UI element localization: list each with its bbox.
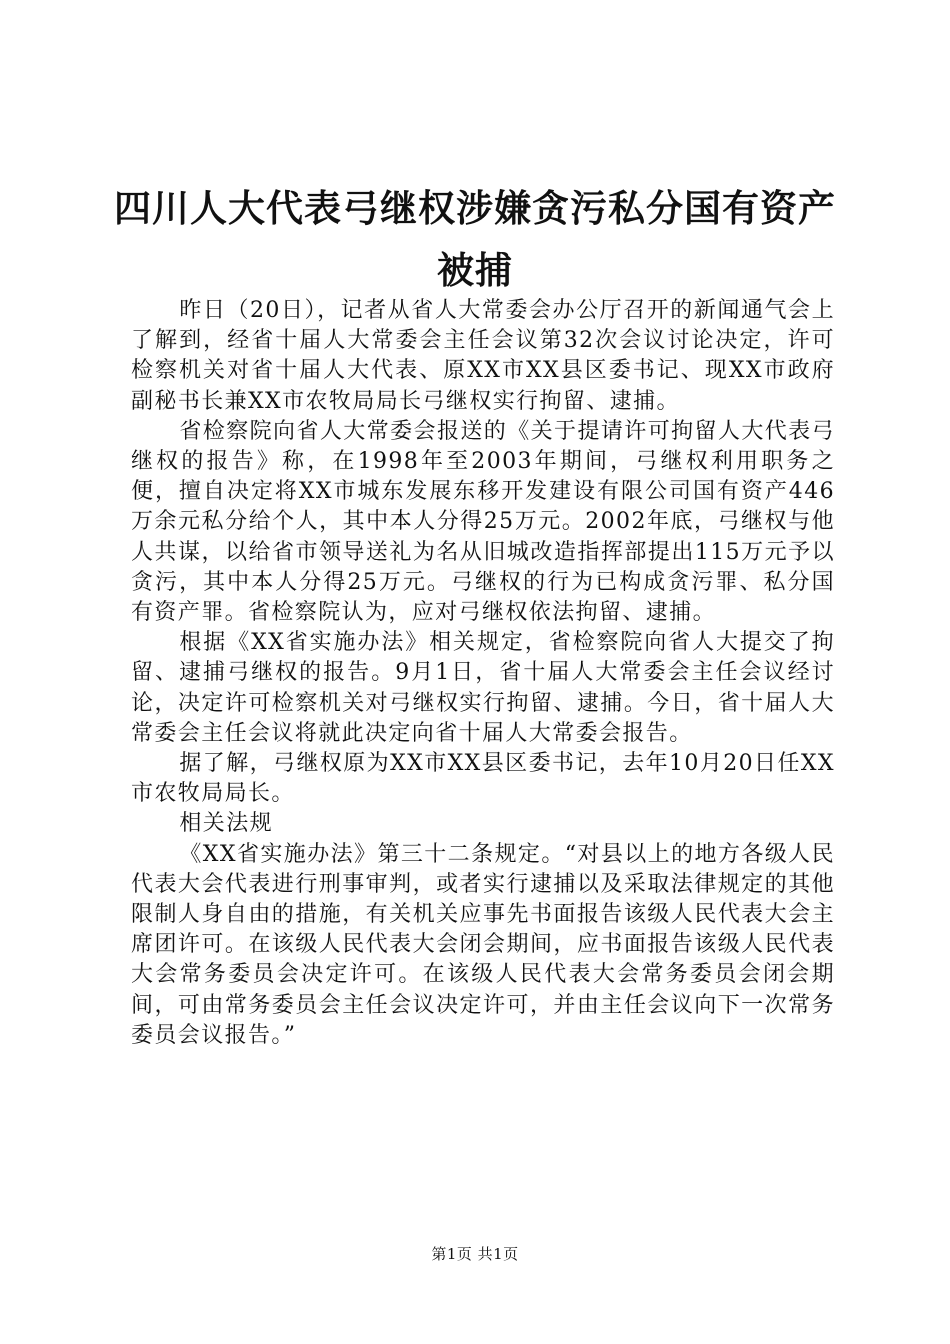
paragraph-regulation-quote: 《XX省实施办法》第三十二条规定。“对县以上的地方各级人民代表大会代表进行刑事审判，或者实行逮捕以及采取法律规定的其他限制人身自由的措施，有关机关应事先书面报告该级人民代表大会主席团许可。在该级人民代表大会闭会期间，应书面报告该级人民代表大会常务委员会决定许可。在该级人民代表大会常务委员会闭会期间，可由常务委员会主任会议决定许可，并由主任会议向下一次常务委员会议报告。”	[131, 841, 835, 1048]
document-body	[131, 296, 835, 1051]
page-footer: 第1页 共1页	[431, 1245, 519, 1263]
paragraph-1: 昨日（20日），记者从省人大常委会办公厅召开的新闻通气会上了解到，经省十届人大常委会主任会议第32次会议讨论决定，许可检察机关对省十届人大代表、原XX市XX县区委书记、现XX市政府副秘书长兼XX市农牧局局长弓继权实行拘留、逮捕。	[131, 298, 835, 414]
paragraph-3: 根据《XX省实施办法》相关规定，省检察院向省人大提交了拘留、逮捕弓继权的报告。9月1日，省十届人大常委会主任会议经讨论，决定许可检察机关对弓继权实行拘留、逮捕。今日，省十届人大常委会主任会议将就此决定向省十届人大常委会报告。	[131, 630, 835, 746]
section-heading-regulations: 相关法规	[179, 811, 273, 837]
document-title: 四川人大代表弓继权涉嫌贪污私分国有资产被捕	[114, 187, 836, 292]
paragraph-2: 省检察院向省人大常委会报送的《关于提请许可拘留人大代表弓继权的报告》称，在1998年至2003年期间，弓继权利用职务之便，擅自决定将XX市城东发展东移开发建设有限公司国有资产446万余元私分给个人，其中本人分得25万元。2002年底，弓继权与他人共谋，以给省市领导送礼为名从旧城改造指挥部提出115万元予以贪污，其中本人分得25万元。弓继权的行为已构成贪污罪、私分国有资产罪。省检察院认为，应对弓继权依法拘留、逮捕。	[131, 418, 835, 626]
paragraph-4: 据了解，弓继权原为XX市XX县区委书记，去年10月20日任XX市农牧局局长。	[131, 751, 835, 807]
